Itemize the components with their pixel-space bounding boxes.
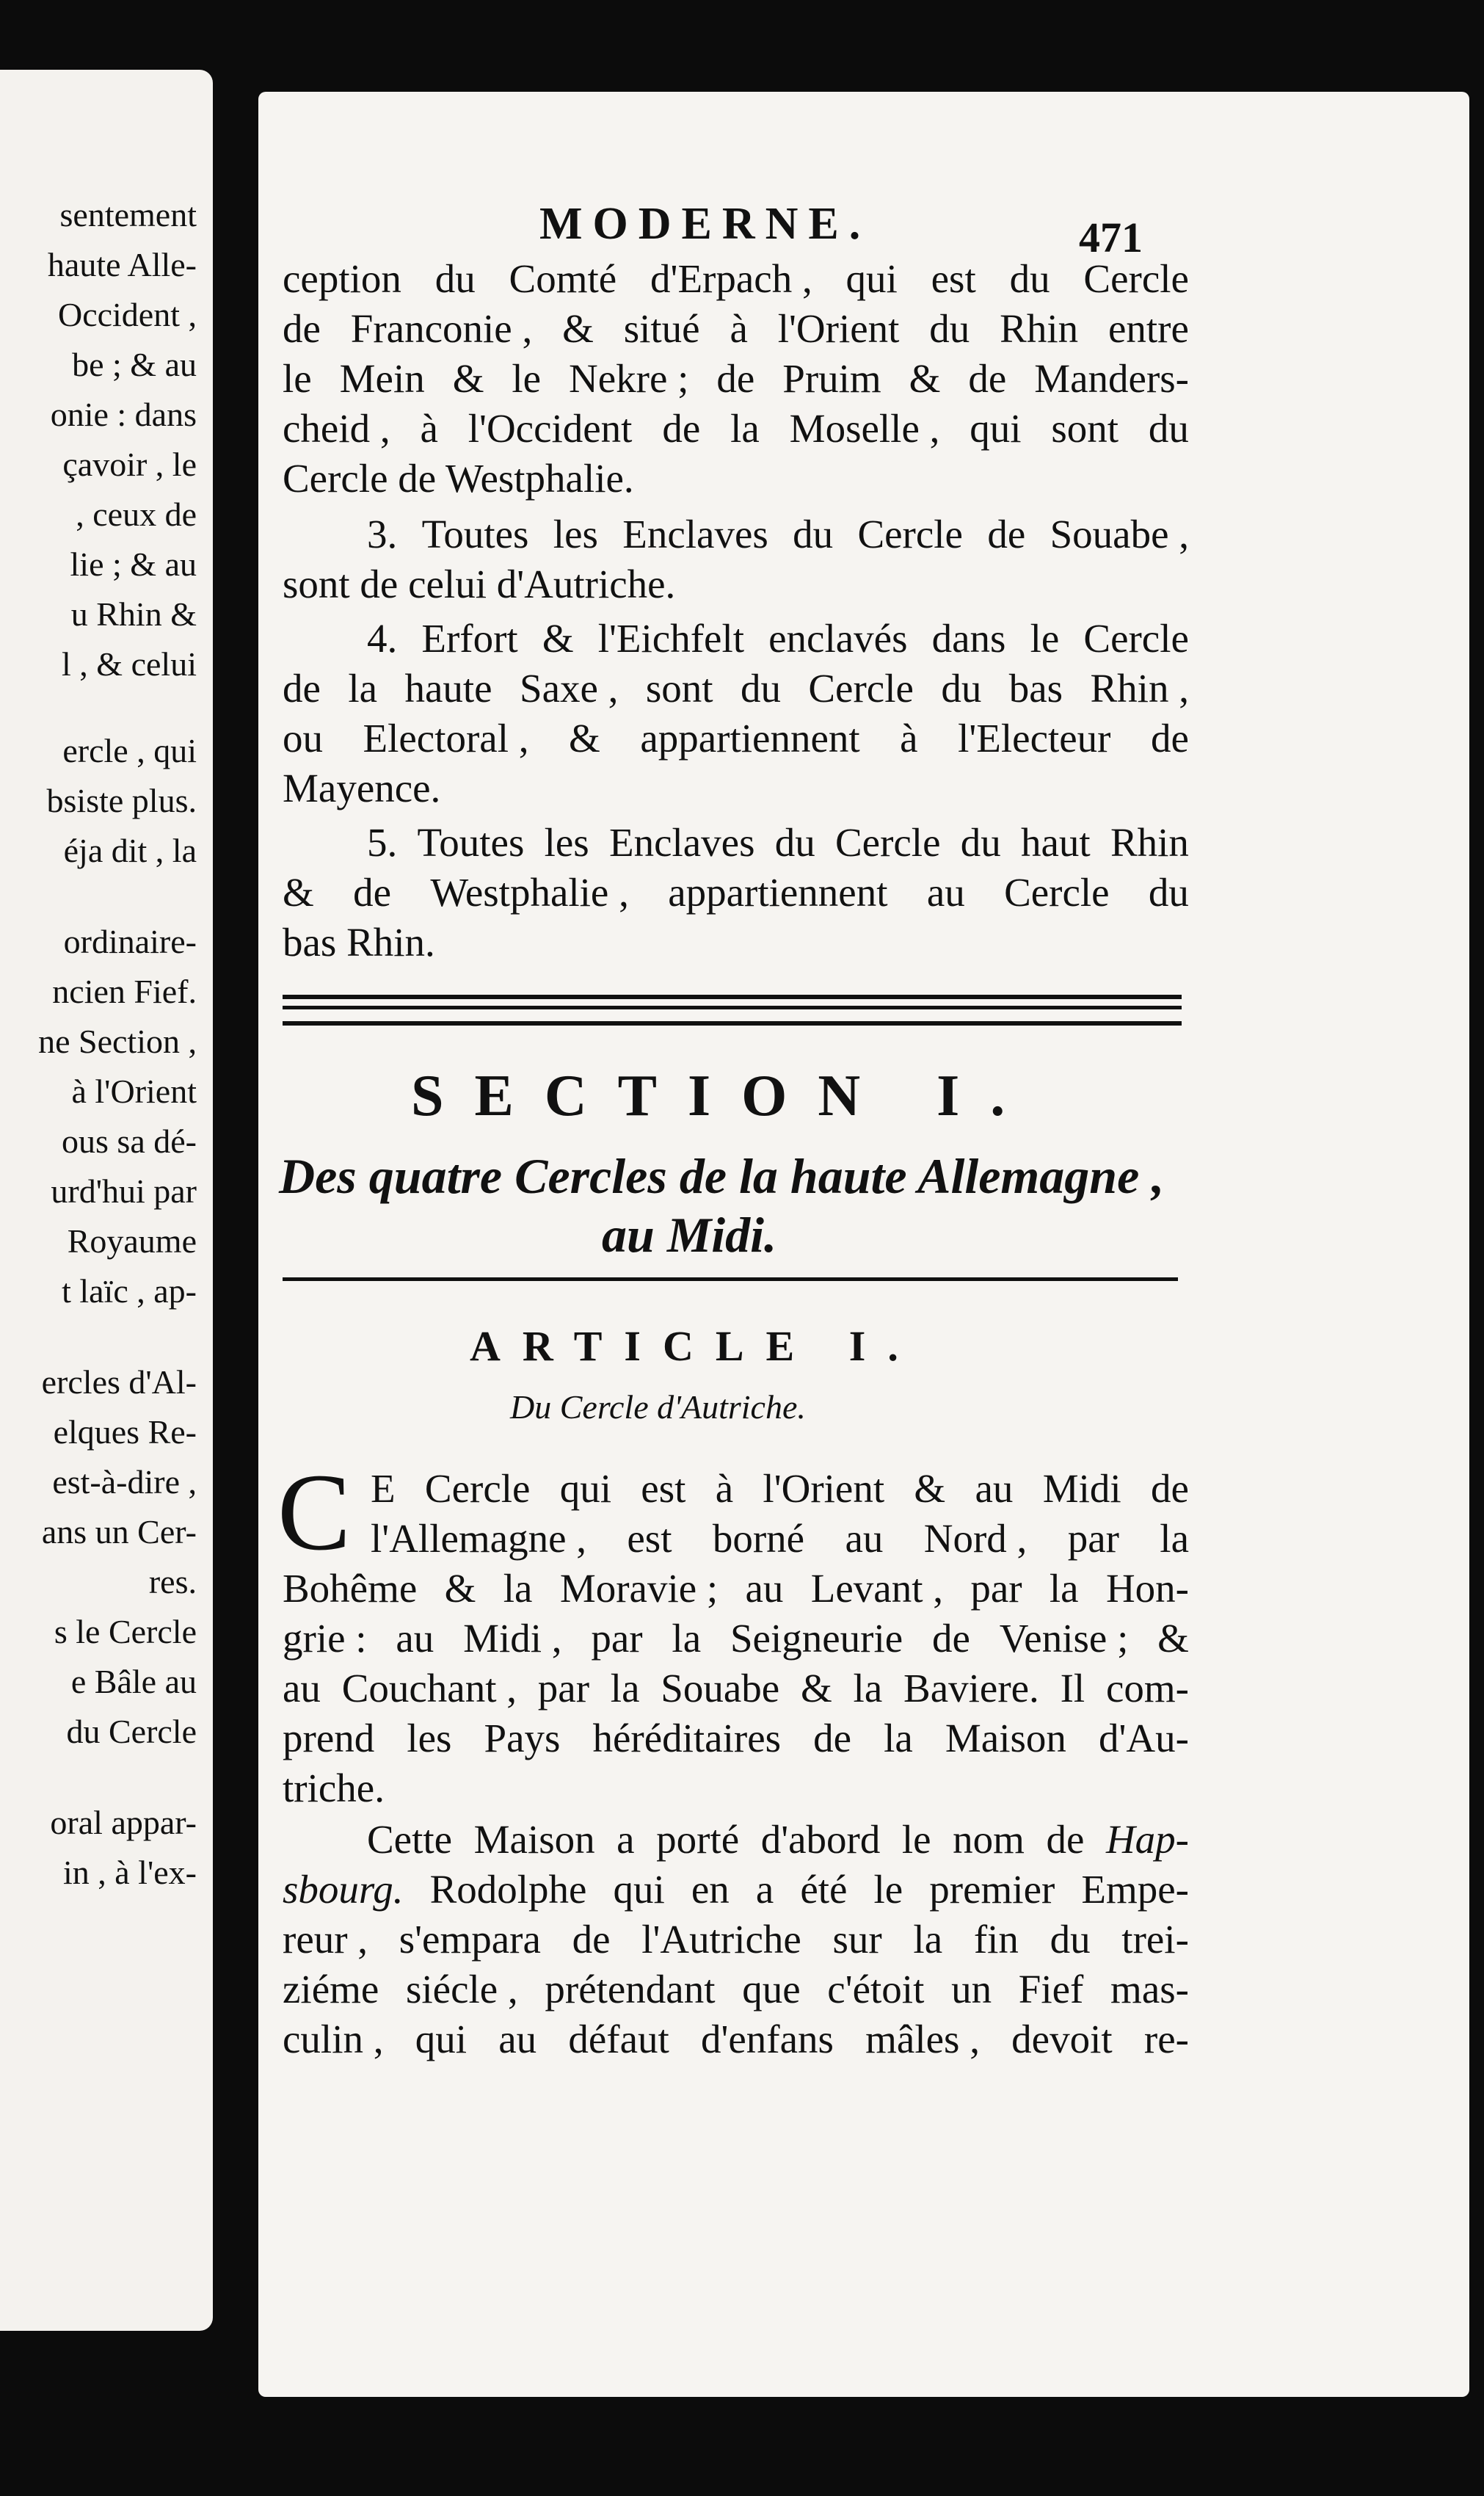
word: par bbox=[1067, 1516, 1119, 1561]
word: été bbox=[800, 1867, 848, 1912]
word: qui bbox=[845, 256, 898, 301]
word: la bbox=[672, 1616, 702, 1661]
word: siécle , bbox=[405, 1967, 518, 2011]
text-line bbox=[283, 562, 1189, 606]
word: Nekre ; bbox=[569, 356, 689, 401]
word: du bbox=[434, 256, 476, 301]
word: E bbox=[371, 1466, 396, 1511]
word: Westphalie , bbox=[430, 870, 629, 915]
page-number: 471 bbox=[1079, 214, 1143, 261]
word: & bbox=[283, 870, 314, 915]
section-title: SECTION I. bbox=[411, 1064, 1036, 1128]
word: au bbox=[745, 1566, 784, 1611]
word: Toutes bbox=[417, 820, 525, 865]
word: Baviere. bbox=[903, 1666, 1039, 1710]
section-subtitle-continued: au Midi. bbox=[602, 1207, 777, 1263]
word: du bbox=[929, 306, 970, 351]
word: un bbox=[951, 1967, 992, 2011]
word: Empe- bbox=[1081, 1867, 1189, 1912]
word: Rodolphe bbox=[429, 1867, 587, 1912]
text-line bbox=[283, 1967, 1189, 2011]
section-subtitle: Des quatre Cercles de la haute Allemagne , bbox=[279, 1148, 1165, 1204]
word: Hon- bbox=[1105, 1566, 1189, 1611]
word: Cercle bbox=[1004, 870, 1110, 915]
word: la bbox=[853, 1666, 883, 1710]
word: Pruim bbox=[782, 356, 881, 401]
text-line bbox=[283, 667, 1189, 711]
left-page-line: bsiste plus. bbox=[46, 782, 197, 819]
word: à bbox=[420, 406, 438, 451]
left-page-line: du Cercle bbox=[66, 1713, 197, 1750]
word: la bbox=[348, 666, 378, 711]
left-page-line: urd'hui par bbox=[51, 1172, 197, 1210]
word: l'Eichfelt bbox=[597, 616, 745, 661]
word: de bbox=[572, 1917, 611, 1962]
word: par bbox=[537, 1666, 590, 1710]
text-line bbox=[283, 1868, 1189, 1912]
word: Venise ; bbox=[999, 1616, 1129, 1661]
word: le bbox=[901, 1817, 931, 1862]
word: porté bbox=[656, 1817, 740, 1862]
word: sont bbox=[1051, 406, 1119, 451]
word: Comté bbox=[509, 256, 617, 301]
word: du bbox=[1148, 870, 1189, 915]
word: le bbox=[1030, 616, 1060, 661]
word: haut bbox=[1021, 820, 1091, 865]
word: Cercle bbox=[857, 512, 963, 556]
text-line bbox=[283, 257, 1189, 301]
word: la bbox=[730, 406, 760, 451]
word: reur , bbox=[283, 1917, 368, 1962]
running-head: MODERNE. bbox=[539, 199, 871, 249]
word: le bbox=[873, 1867, 903, 1912]
word: est bbox=[931, 256, 976, 301]
left-page-line: à l'Orient bbox=[71, 1073, 197, 1110]
word: au bbox=[396, 1616, 434, 1661]
word: culin , bbox=[283, 2017, 384, 2061]
word: de bbox=[931, 1616, 970, 1661]
word: l'Autriche bbox=[641, 1917, 801, 1962]
single-rule bbox=[283, 1277, 1178, 1281]
word: Cercle bbox=[424, 1466, 531, 1511]
text-line bbox=[283, 1766, 1189, 1810]
text-line bbox=[283, 407, 1189, 451]
word: & bbox=[914, 1466, 946, 1511]
word: héréditaires bbox=[592, 1716, 782, 1760]
left-page-line: ne Section , bbox=[38, 1023, 197, 1060]
word: Midi bbox=[1042, 1466, 1121, 1511]
word: & bbox=[542, 616, 574, 661]
text-line bbox=[367, 821, 1189, 865]
word: d'abord bbox=[760, 1817, 881, 1862]
word: c'étoit bbox=[827, 1967, 925, 2011]
word: & bbox=[444, 1566, 476, 1611]
word: borné bbox=[712, 1516, 805, 1561]
left-page-line: onie : dans bbox=[50, 396, 197, 433]
word: cheid , bbox=[283, 406, 390, 451]
text-line bbox=[283, 357, 1189, 401]
word: l'Allemagne , bbox=[371, 1516, 586, 1561]
word: ou bbox=[283, 716, 323, 761]
word: la bbox=[503, 1566, 533, 1611]
left-page-line: res. bbox=[148, 1563, 197, 1600]
left-page-line: oral appar- bbox=[50, 1804, 197, 1841]
word: re- bbox=[1143, 2017, 1189, 2061]
word: prétendant bbox=[545, 1967, 716, 2011]
text-line bbox=[283, 716, 1189, 761]
text-line bbox=[283, 2017, 1189, 2061]
word: prend bbox=[283, 1716, 375, 1760]
word: Hap- bbox=[1105, 1817, 1189, 1862]
word: a bbox=[616, 1817, 635, 1862]
word: haute bbox=[404, 666, 492, 711]
double-rule bbox=[283, 995, 1182, 1026]
left-page-line: , ceux de bbox=[76, 496, 197, 533]
left-page-line: ncien Fief. bbox=[52, 973, 197, 1010]
text-line bbox=[367, 1818, 1189, 1862]
word: appartiennent bbox=[668, 870, 888, 915]
word: le bbox=[512, 356, 542, 401]
word: Moselle , bbox=[789, 406, 940, 451]
text-line bbox=[283, 1716, 1189, 1760]
word: & bbox=[800, 1666, 832, 1710]
word: de bbox=[353, 870, 392, 915]
word: d'Au- bbox=[1098, 1716, 1189, 1760]
word: à bbox=[730, 306, 748, 351]
word: par bbox=[591, 1616, 643, 1661]
word: 4. bbox=[367, 616, 398, 661]
word: la bbox=[1049, 1566, 1079, 1611]
word: de bbox=[987, 512, 1026, 556]
word: Pays bbox=[484, 1716, 561, 1760]
word: dans bbox=[931, 616, 1006, 661]
word: en bbox=[691, 1867, 730, 1912]
word: Couchant , bbox=[341, 1666, 517, 1710]
word: ziéme bbox=[283, 1967, 379, 2011]
word: du bbox=[960, 820, 1001, 865]
word: bas bbox=[1008, 666, 1063, 711]
word: au bbox=[975, 1466, 1014, 1511]
word: mâles , bbox=[865, 2017, 980, 2061]
word: de bbox=[813, 1716, 852, 1760]
word: Maison bbox=[945, 1716, 1066, 1760]
word: 5. bbox=[367, 820, 398, 865]
word: l'Electeur bbox=[958, 716, 1111, 761]
text-line bbox=[283, 921, 1189, 965]
word: les bbox=[544, 820, 589, 865]
word: enclavés bbox=[768, 616, 908, 661]
word: d'Erpach , bbox=[650, 256, 812, 301]
word: Saxe , bbox=[520, 666, 619, 711]
word: l'Orient bbox=[763, 1466, 885, 1511]
word: de bbox=[716, 356, 755, 401]
word: Cercle bbox=[1083, 616, 1189, 661]
word: par bbox=[970, 1566, 1022, 1611]
word: qui bbox=[613, 1867, 665, 1912]
text-line bbox=[367, 617, 1189, 661]
word: l'Occident bbox=[468, 406, 633, 451]
word: Nord , bbox=[923, 1516, 1027, 1561]
word: sont de celui d'Autriche. bbox=[283, 562, 676, 606]
word: les bbox=[407, 1716, 452, 1760]
word: de bbox=[1046, 1817, 1085, 1862]
left-page-line: t laïc , ap- bbox=[62, 1272, 197, 1310]
word: s'empara bbox=[399, 1917, 541, 1962]
word: & bbox=[562, 306, 594, 351]
text-line bbox=[283, 307, 1189, 351]
word: 3. bbox=[367, 512, 398, 556]
text-line bbox=[283, 1666, 1189, 1710]
word: les bbox=[553, 512, 598, 556]
word: que bbox=[742, 1967, 801, 2011]
left-page-line: ans un Cer- bbox=[41, 1513, 197, 1550]
word: au bbox=[283, 1666, 321, 1710]
word: a bbox=[755, 1867, 774, 1912]
word: sur bbox=[832, 1917, 882, 1962]
word: situé bbox=[623, 306, 700, 351]
word: défaut bbox=[568, 2017, 669, 2061]
left-page-line: ous sa dé- bbox=[62, 1122, 197, 1160]
word: qui bbox=[415, 2017, 467, 2061]
word: la bbox=[884, 1716, 913, 1760]
word: du bbox=[941, 666, 982, 711]
left-page-line: Occident , bbox=[57, 296, 197, 333]
text-line bbox=[371, 1467, 1189, 1511]
word: & bbox=[909, 356, 941, 401]
word: Souabe , bbox=[1050, 512, 1189, 556]
word: Cette bbox=[367, 1817, 453, 1862]
word: du bbox=[793, 512, 834, 556]
left-page-line: ercles d'Al- bbox=[41, 1363, 197, 1401]
word: bas Rhin. bbox=[283, 920, 435, 965]
word: la bbox=[913, 1917, 943, 1962]
word: mas- bbox=[1110, 1967, 1189, 2011]
word: qui bbox=[970, 406, 1022, 451]
word: Cercle de Westphalie. bbox=[283, 456, 634, 501]
word: d'enfans bbox=[700, 2017, 834, 2061]
word: Enclaves bbox=[608, 820, 755, 865]
left-page-line: haute Alle- bbox=[47, 246, 197, 283]
word: du bbox=[774, 820, 815, 865]
word: de bbox=[968, 356, 1007, 401]
word: Cercle bbox=[834, 820, 941, 865]
word: grie : bbox=[283, 1616, 367, 1661]
article-subtitle: Du Cercle d'Autriche. bbox=[510, 1388, 806, 1426]
word: du bbox=[1009, 256, 1050, 301]
left-page-line: u Rhin & bbox=[70, 595, 197, 633]
word: le bbox=[283, 356, 312, 401]
word: Enclaves bbox=[622, 512, 768, 556]
word: au bbox=[498, 2017, 537, 2061]
word: Cercle bbox=[808, 666, 914, 711]
word: com- bbox=[1105, 1666, 1189, 1710]
word: Mayence. bbox=[283, 766, 441, 810]
word: Rhin bbox=[1110, 820, 1189, 865]
word: la bbox=[1160, 1516, 1189, 1561]
word: trei- bbox=[1121, 1917, 1189, 1962]
word: Cercle bbox=[1083, 256, 1189, 301]
article-title: ARTICLE I. bbox=[470, 1322, 920, 1370]
text-line bbox=[283, 766, 1189, 810]
word: Rhin , bbox=[1090, 666, 1189, 711]
word: à bbox=[715, 1466, 734, 1511]
word: & bbox=[1157, 1616, 1189, 1661]
word: Midi , bbox=[463, 1616, 562, 1661]
left-page-line: éja dit , la bbox=[63, 832, 197, 869]
word: nom bbox=[953, 1817, 1025, 1862]
left-page-line: be ; & au bbox=[72, 346, 197, 383]
word: Seigneurie bbox=[730, 1616, 903, 1661]
text-line bbox=[283, 1567, 1189, 1611]
left-page-line: ercle , qui bbox=[62, 732, 197, 769]
word: Souabe bbox=[661, 1666, 780, 1710]
text-line bbox=[283, 871, 1189, 915]
word: devoit bbox=[1011, 2017, 1113, 2061]
left-page-line: sentement bbox=[59, 196, 197, 233]
word: Erfort bbox=[421, 616, 518, 661]
word: Maison bbox=[473, 1817, 595, 1862]
text-line bbox=[367, 512, 1189, 556]
word: au bbox=[926, 870, 965, 915]
word: de bbox=[283, 666, 321, 711]
word: qui bbox=[559, 1466, 611, 1511]
word: est bbox=[627, 1516, 672, 1561]
word: de bbox=[283, 306, 321, 351]
left-page-line: l , & celui bbox=[62, 645, 197, 683]
word: de bbox=[1151, 716, 1189, 761]
word: l'Orient bbox=[777, 306, 900, 351]
text-line bbox=[283, 1918, 1189, 1962]
word: Franconie , bbox=[350, 306, 533, 351]
word: du bbox=[1148, 406, 1189, 451]
word: premier bbox=[929, 1867, 1055, 1912]
word: à bbox=[900, 716, 918, 761]
word: de bbox=[1150, 1466, 1189, 1511]
word: au bbox=[845, 1516, 884, 1561]
word: la bbox=[610, 1666, 640, 1710]
word: Fief bbox=[1018, 1967, 1084, 2011]
word: du bbox=[1050, 1917, 1091, 1962]
word: fin bbox=[973, 1917, 1019, 1962]
word: Bohême bbox=[283, 1566, 418, 1611]
word: du bbox=[740, 666, 781, 711]
left-page-line: Royaume bbox=[67, 1222, 197, 1260]
left-page-line: e Bâle au bbox=[70, 1663, 197, 1700]
word: entre bbox=[1107, 306, 1189, 351]
word: Manders- bbox=[1034, 356, 1189, 401]
word: Moravie ; bbox=[559, 1566, 719, 1611]
word: Levant , bbox=[810, 1566, 943, 1611]
left-page-line: çavoir , le bbox=[62, 446, 197, 483]
drop-cap: C bbox=[277, 1451, 352, 1573]
word: Toutes bbox=[421, 512, 529, 556]
left-page-line: ordinaire- bbox=[63, 923, 197, 960]
word: & bbox=[452, 356, 484, 401]
word: & bbox=[569, 716, 600, 761]
word: Il bbox=[1060, 1666, 1085, 1710]
left-page-line: est-à-dire , bbox=[52, 1463, 197, 1501]
word: ception bbox=[283, 256, 401, 301]
left-page-line: elques Re- bbox=[53, 1413, 197, 1451]
word: Mein bbox=[339, 356, 425, 401]
word: est bbox=[641, 1466, 686, 1511]
word: Rhin bbox=[1000, 306, 1079, 351]
left-page-fragment bbox=[0, 70, 213, 2331]
left-page-line: s le Cercle bbox=[54, 1613, 197, 1650]
text-line bbox=[371, 1517, 1189, 1561]
word: appartiennent bbox=[640, 716, 860, 761]
left-page-line: lie ; & au bbox=[70, 545, 197, 583]
text-line bbox=[283, 1617, 1189, 1661]
left-page-line: in , à l'ex- bbox=[62, 1854, 197, 1891]
text-line bbox=[283, 457, 1189, 501]
word: sbourg. bbox=[283, 1867, 404, 1912]
word: triche. bbox=[283, 1766, 385, 1810]
word: de bbox=[662, 406, 701, 451]
word: sont bbox=[645, 666, 713, 711]
word: Electoral , bbox=[363, 716, 529, 761]
